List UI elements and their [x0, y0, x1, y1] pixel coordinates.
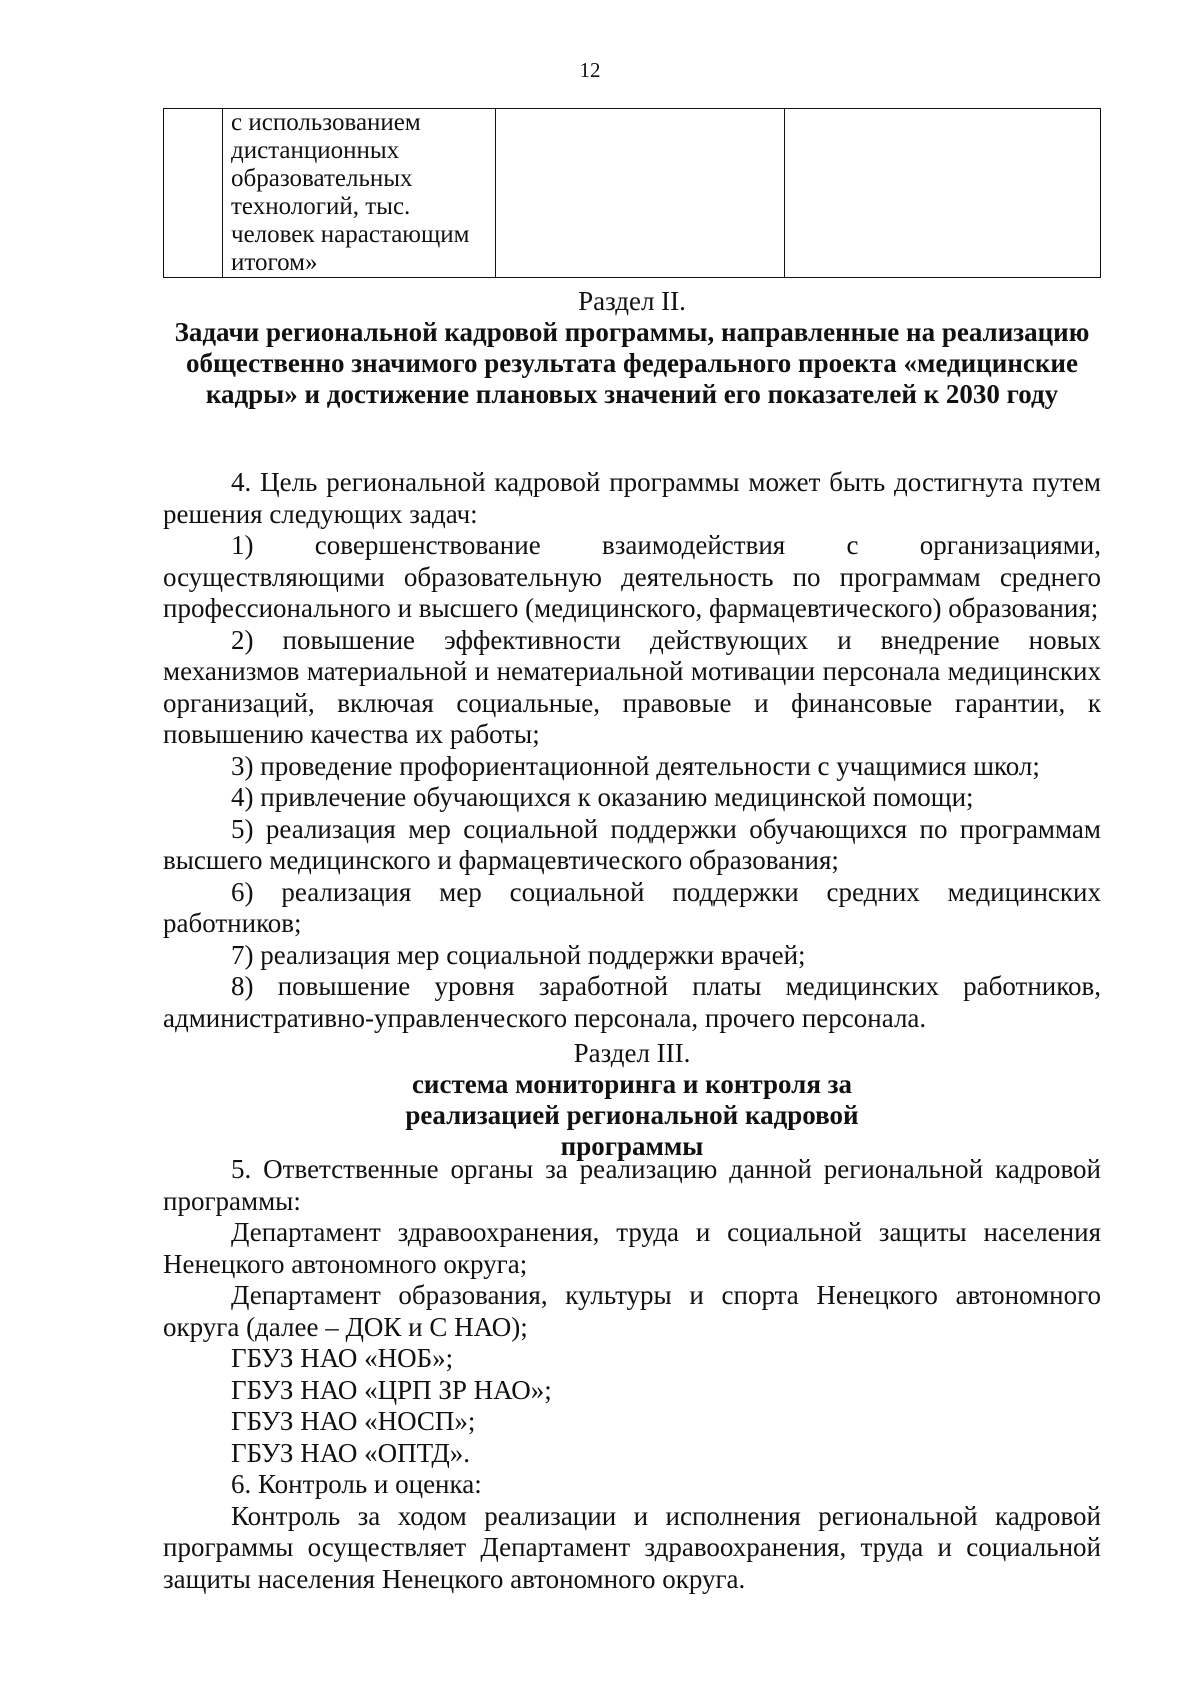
section-2-body: [163, 467, 1101, 1034]
list-item: 3) проведение профориентационной деятельности с учащимися школ;: [231, 750, 1040, 781]
section-number: Раздел II.: [578, 286, 686, 316]
section-2-heading: [163, 285, 1101, 410]
page-number: 12: [579, 58, 601, 82]
table-cell-number: [164, 109, 223, 278]
paragraph: 6. Контроль и оценка:: [231, 1469, 482, 1499]
paragraph: 5. Ответственные органы за реализацию данной региональной кадровой программы:: [163, 1154, 1101, 1216]
list-item: ГБУЗ НАО «ЦРП ЗР НАО»;: [231, 1374, 552, 1405]
paragraph: Контроль за ходом реализации и исполнения региональной кадровой программы осуществляет Департамент здравоохранения, труда и социальной защиты населения Ненецкого автономного округа.: [163, 1500, 1101, 1594]
continuation-table: [163, 108, 1101, 278]
section-title: система мониторинга и контроля за реализацией региональной кадровой программы: [405, 1069, 859, 1161]
table-cell-value: [785, 109, 1101, 278]
list-item: 1) совершенствование взаимодействия с организациями, осуществляющими образовательную деятельность по программам среднего профессионального и высшего (медицинского, фармацевтического) образования;: [163, 530, 1101, 623]
list-item: 2) повышение эффективности действующих и внедрение новых механизмов материальной и нематериальной мотивации персонала медицинских организаций, включая социальные, правовые и финансовые гарантии, к повышению качества их работы;: [163, 624, 1101, 749]
section-number: Раздел III.: [573, 1038, 691, 1068]
paragraph: 4. Цель региональной кадровой программы может быть достигнута путем решения следующих задач:: [163, 467, 1101, 529]
list-item: 8) повышение уровня заработной платы медицинских работников, административно-управленческого персонала, прочего персонала.: [163, 971, 1101, 1033]
list-item: 4) привлечение обучающихся к оказанию медицинской помощи;: [231, 782, 974, 812]
section-title: Задачи региональной кадровой программы, направленные на реализацию общественно значимого результата федерального проекта «медицинские кадры» и достижение плановых значений его показателей к 2030 году: [174, 317, 1090, 409]
list-item: ГБУЗ НАО «НОБ»;: [231, 1343, 454, 1373]
section-3-body: [163, 1154, 1101, 1595]
paragraph: Департамент образования, культуры и спорта Ненецкого автономного округа (далее – ДОК и С НАО);: [163, 1280, 1101, 1342]
list-item: ГБУЗ НАО «ОПТД».: [231, 1437, 471, 1468]
list-item: ГБУЗ НАО «НОСП»;: [231, 1406, 476, 1436]
list-item: 7) реализация мер социальной поддержки врачей;: [231, 939, 806, 970]
section-3-heading: [163, 1037, 1101, 1162]
list-item: 6) реализация мер социальной поддержки средних медицинских работников;: [163, 876, 1101, 938]
list-item: 5) реализация мер социальной поддержки обучающихся по программам высшего медицинского и фармацевтического образования;: [163, 813, 1101, 875]
table-row: [164, 109, 1101, 278]
table-cell-indicator: с использованием дистанционных образовательных технологий, тыс. человек нарастающим итогом»: [223, 109, 496, 278]
paragraph: Департамент здравоохранения, труда и социальной защиты населения Ненецкого автономного округа;: [163, 1217, 1101, 1279]
table-cell-value: [496, 109, 785, 278]
